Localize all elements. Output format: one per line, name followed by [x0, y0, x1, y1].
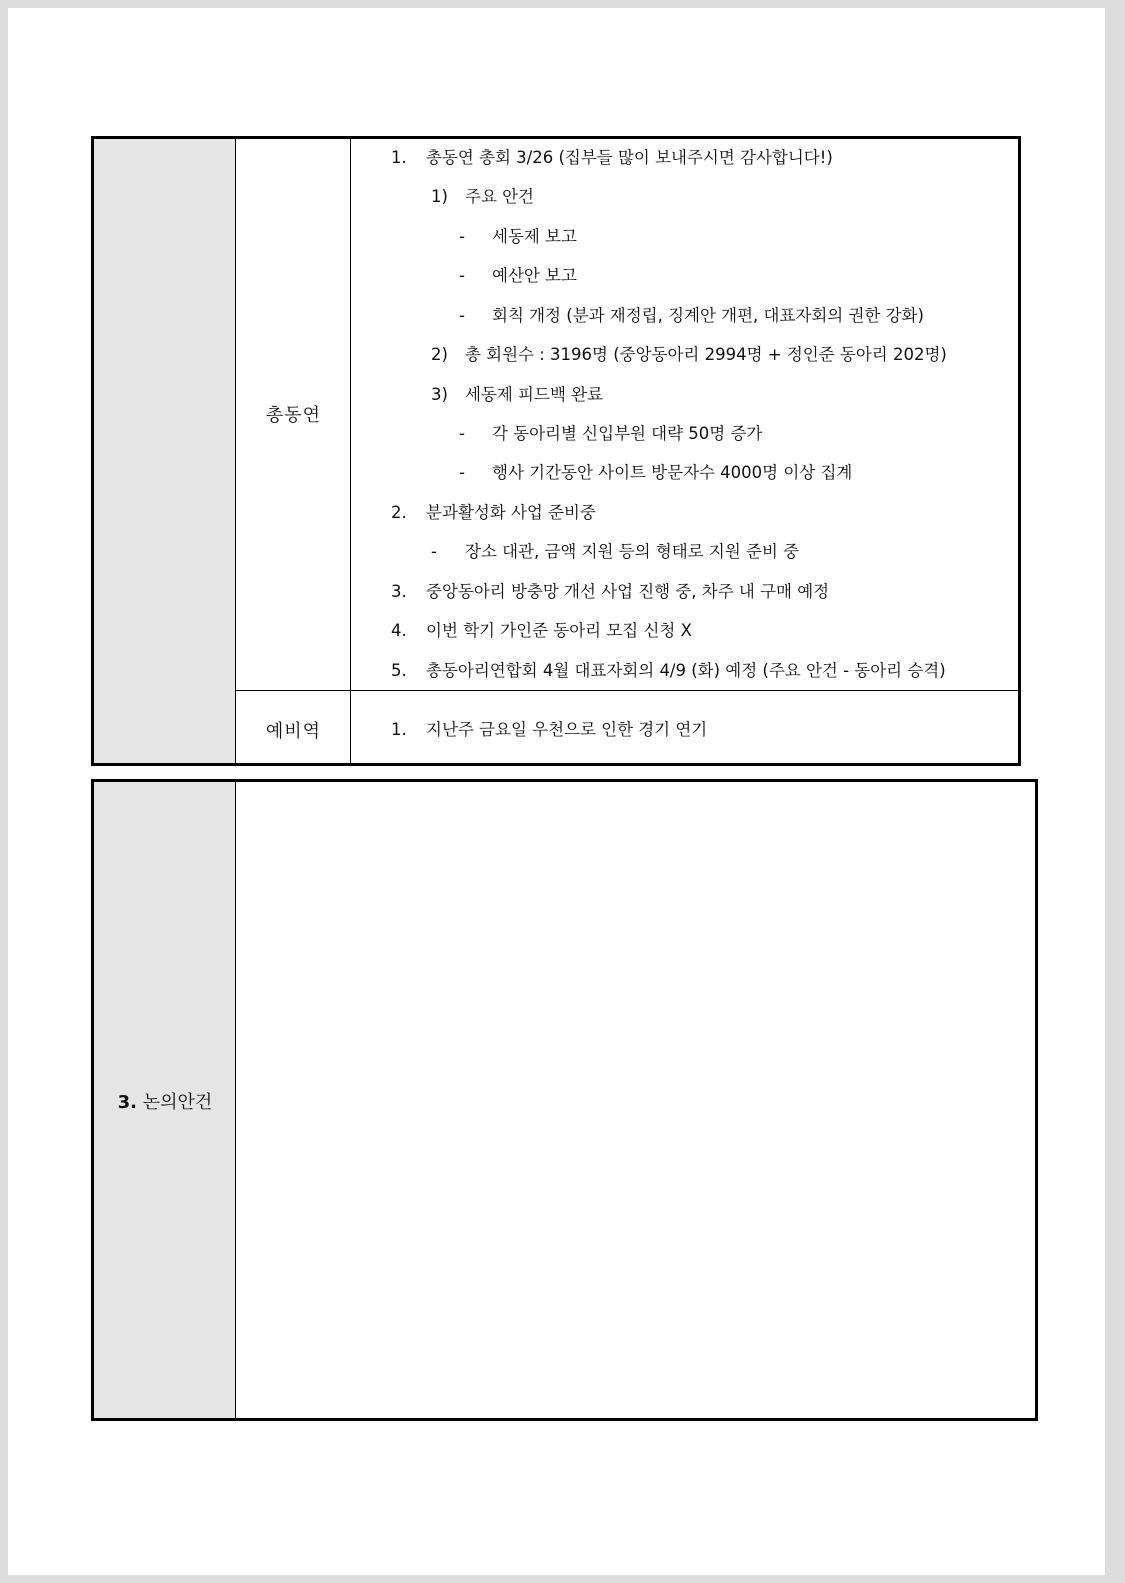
item-marker: -: [459, 227, 465, 246]
list-item: 총동아리연합회 4월 대표자회의 4/9 (화) 예정 (주요 안건 - 동아리 승격): [426, 661, 946, 680]
list-item: 세동제 보고: [492, 227, 577, 246]
section-title: [94, 1088, 236, 1114]
list-item: 총동연 총회 3/26 (집부들 많이 보내주시면 감사합니다!): [426, 148, 833, 167]
item-marker: 2.: [391, 503, 407, 522]
list-item: 중앙동아리 방충망 개선 사업 진행 중, 차주 내 구매 예정: [426, 582, 830, 601]
item-marker: 3): [431, 385, 448, 404]
list-item: 장소 대관, 금액 지원 등의 형태로 지원 준비 중: [465, 542, 800, 561]
category-column: [236, 139, 351, 763]
category-label-yebiyeok: 예비역: [265, 721, 322, 742]
section-number: 3.: [117, 1092, 138, 1113]
item-marker: -: [459, 306, 465, 325]
section-label: 논의안건: [142, 1092, 213, 1113]
item-marker: 3.: [391, 582, 407, 601]
list-item: 각 동아리별 신입부원 대략 50명 증가: [492, 424, 763, 443]
discussion-table: [91, 779, 1038, 1421]
item-marker: -: [459, 463, 465, 482]
list-item: 주요 안건: [465, 187, 535, 206]
document-page: [8, 8, 1105, 1575]
list-item: 예산안 보고: [492, 266, 577, 285]
report-table: [91, 136, 1021, 766]
item-marker: 2): [431, 345, 448, 364]
list-item: 행사 기간동안 사이트 방문자수 4000명 이상 집계: [492, 463, 853, 482]
list-item: 회칙 개정 (분과 재정립, 징계안 개편, 대표자회의 권한 강화): [492, 306, 924, 325]
section-header-cell: [94, 139, 236, 763]
list-item: 세동제 피드백 완료: [465, 385, 604, 404]
item-marker: -: [459, 266, 465, 285]
category-label-chongdongyeon: 총동연: [265, 405, 322, 426]
item-marker: -: [459, 424, 465, 443]
item-marker: 4.: [391, 621, 407, 640]
list-item: 지난주 금요일 우천으로 인한 경기 연기: [426, 720, 708, 739]
item-marker: 1): [431, 187, 448, 206]
item-marker: 1.: [391, 720, 407, 739]
item-marker: 1.: [391, 148, 407, 167]
list-item: 이번 학기 가인준 동아리 모집 신청 X: [426, 621, 692, 640]
item-marker: -: [431, 542, 437, 561]
list-item: 총 회원수 : 3196명 (중앙동아리 2994명 + 정인준 동아리 202명): [465, 345, 947, 364]
list-item: 분과활성화 사업 준비중: [426, 503, 596, 522]
item-marker: 5.: [391, 661, 407, 680]
row-divider: [236, 690, 1018, 691]
